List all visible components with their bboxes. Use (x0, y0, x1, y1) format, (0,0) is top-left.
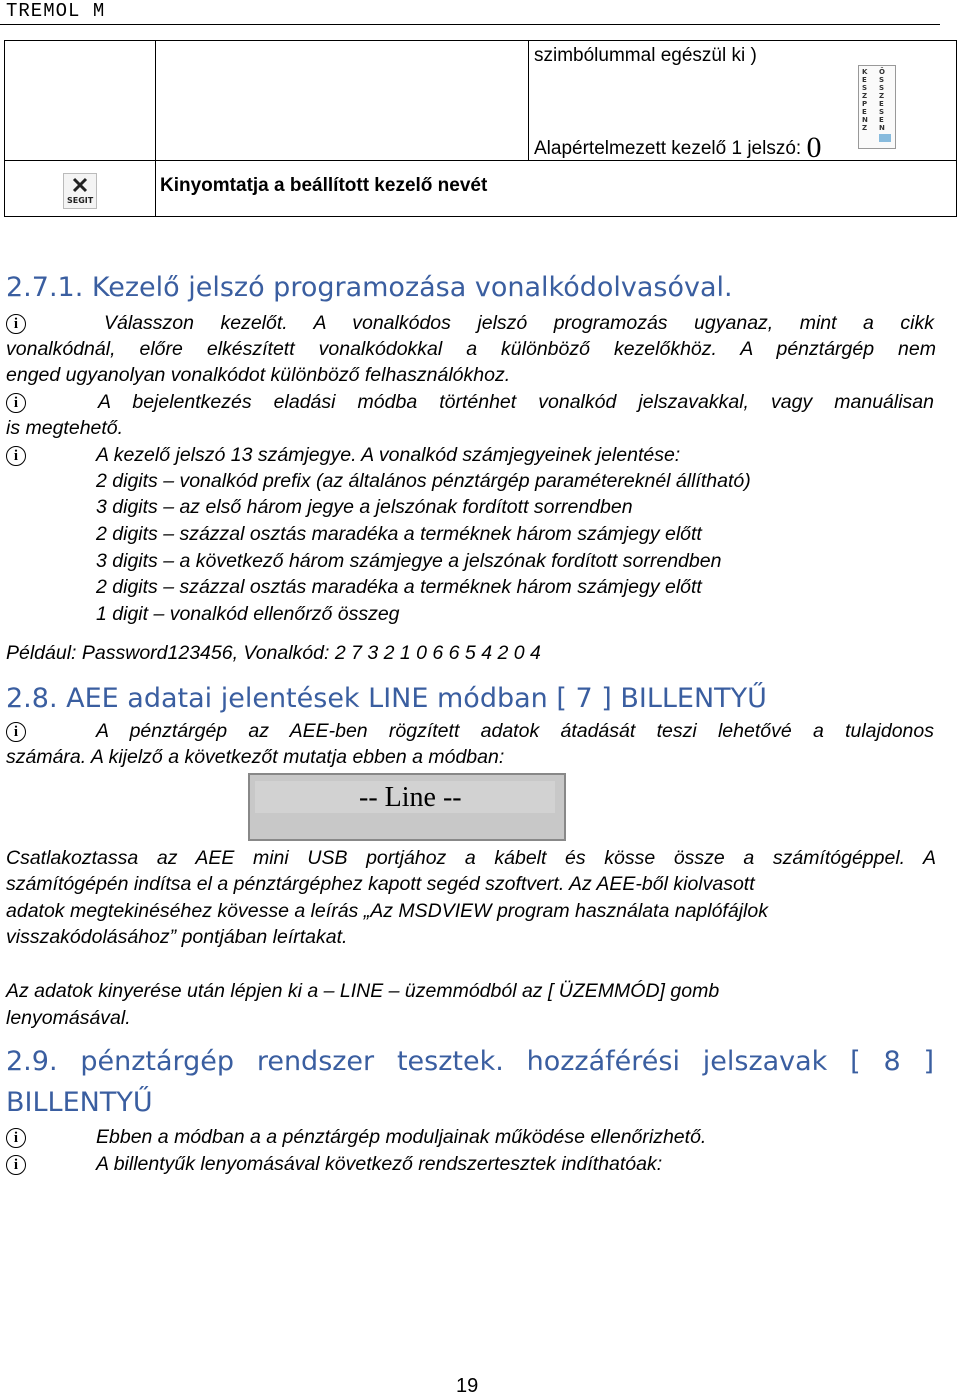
para-28-2-line4: visszakódolásához” pontjában leírtakat. (6, 926, 348, 948)
svg-text:Z: Z (879, 92, 885, 100)
digit-item: 3 digits – a következő három számjegye a jelszónak fordított sorrendben (96, 550, 722, 572)
function-table (4, 40, 957, 217)
svg-text:S: S (879, 108, 885, 116)
section-title-2-8: 2.8. AEE adatai jelentések LINE módban [ 7 ] BILLENTYŰ (6, 683, 767, 714)
svg-text:Ö: Ö (879, 68, 885, 76)
section-title-2-9-line2: BILLENTYŰ (6, 1087, 153, 1118)
table-text-line1: szimbólummal egészül ki ) (534, 45, 757, 66)
table-action-text: Kinyomtatja a beállított kezelő nevét (160, 175, 488, 196)
svg-text:K: K (862, 68, 868, 76)
para-271-1-line2: vonalkódnál, előre elkészített vonalkódokkal a különböző kezelőkhöz. A pénztárgép nem (6, 338, 936, 360)
digit-item: 1 digit – vonalkód ellenőrző összeg (96, 603, 400, 625)
para-271-3-line1: A kezelő jelszó 13 számjegye. A vonalkód számjegyeinek jelentése: (96, 444, 681, 466)
info-icon: i (6, 393, 26, 413)
header-rule (0, 24, 940, 25)
svg-text:E: E (879, 116, 884, 124)
default-password-label: Alapértelmezett kezelő 1 jelszó: (534, 138, 802, 159)
segit-key-icon (63, 173, 97, 209)
default-password-value: 0 (806, 131, 822, 164)
svg-text:S: S (862, 84, 868, 92)
para-28-2-line3: adatok megtekinéséhez kövesse a leírás „Az MSDVIEW program használata naplófájlok (6, 900, 768, 922)
digit-item: 2 digits – százzal osztás maradéka a terméknek három számjegy előtt (96, 523, 702, 545)
svg-text:Z: Z (862, 92, 868, 100)
info-icon: i (6, 722, 26, 742)
info-icon: i (6, 1155, 26, 1175)
document-header: TREMOL M (6, 0, 106, 22)
svg-text:P: P (862, 100, 868, 108)
cash-total-key-icon (858, 65, 896, 149)
svg-text:S: S (879, 76, 885, 84)
svg-text:N: N (862, 116, 868, 124)
svg-text:S: S (879, 84, 885, 92)
table-cell-key (5, 161, 156, 217)
section-title-2-9-line1: 2.9. pénztárgép rendszer tesztek. hozzáférési jelszavak [ 8 ] (6, 1046, 934, 1077)
para-29-2: A billentyűk lenyomásával következő rendszertesztek indíthatóak: (96, 1153, 663, 1175)
para-271-1-line1: Válasszon kezelőt. A vonalkódos jelszó programozás ugyanaz, mint a cikk (104, 312, 934, 334)
display-box (248, 773, 566, 841)
page-number: 19 (456, 1375, 479, 1397)
svg-text:N: N (879, 124, 885, 132)
para-28-3-line1: Az adatok kinyerése után lépjen ki a – LINE – üzemmódból az [ ÜZEMMÓD] gomb (6, 980, 720, 1002)
info-icon: i (6, 1128, 26, 1148)
svg-text:Z: Z (862, 124, 868, 132)
display-text: -- Line -- (359, 782, 462, 813)
para-271-2-line1: A bejelentkezés eladási módba történhet vonalkód jelszavakkal, vagy manuálisan (98, 391, 934, 413)
para-28-1-line1: A pénztárgép az AEE-ben rögzített adatok átadását teszi lehetővé a tulajdonos (96, 720, 934, 742)
table-cell-empty-1 (5, 41, 156, 161)
table-cell-description (529, 41, 957, 164)
para-29-1: Ebben a módban a a pénztárgép moduljainak működése ellenőrizhető. (96, 1126, 707, 1148)
info-icon: i (6, 446, 26, 466)
info-icon: i (6, 314, 26, 334)
para-28-2-line1: Csatlakoztassa az AEE mini USB portjához a kábelt és kösse össze a számítógéppel. A (6, 847, 936, 869)
table-cell-empty-2 (156, 41, 529, 161)
para-28-3-line2: lenyomásával. (6, 1007, 131, 1029)
para-271-1-line3: enged ugyanolyan vonalkódot különböző felhasználókhoz. (6, 364, 511, 386)
svg-text:E: E (862, 108, 867, 116)
svg-text:E: E (862, 76, 867, 84)
digit-item: 2 digits – százzal osztás maradéka a terméknek három számjegy előtt (96, 576, 702, 598)
section-title-2-7-1: 2.7.1. Kezelő jelszó programozása vonalkódolvasóval. (6, 272, 733, 303)
display-text-area (255, 781, 555, 813)
digit-item: 2 digits – vonalkód prefix (az általános pénztárgép paramétereknél állítható) (96, 470, 751, 492)
svg-text:E: E (879, 100, 884, 108)
table-cell-action (156, 161, 957, 217)
example-line: Például: Password123456, Vonalkód: 2 7 3 2 1 0 6 6 5 4 2 0 4 (6, 642, 541, 664)
para-28-1-line2: számára. A kijelző a következőt mutatja ebben a módban: (6, 746, 505, 768)
para-271-2-line2: is megtehető. (6, 417, 124, 439)
digit-item: 3 digits – az első három jegye a jelszónak fordított sorrendben (96, 496, 633, 518)
para-28-2-line2: számítógépén indítsa el a pénztárgéphez kapott segéd szoftvert. Az AEE-ből kiolvasott (6, 873, 755, 895)
svg-text:SEGIT: SEGIT (67, 196, 94, 205)
